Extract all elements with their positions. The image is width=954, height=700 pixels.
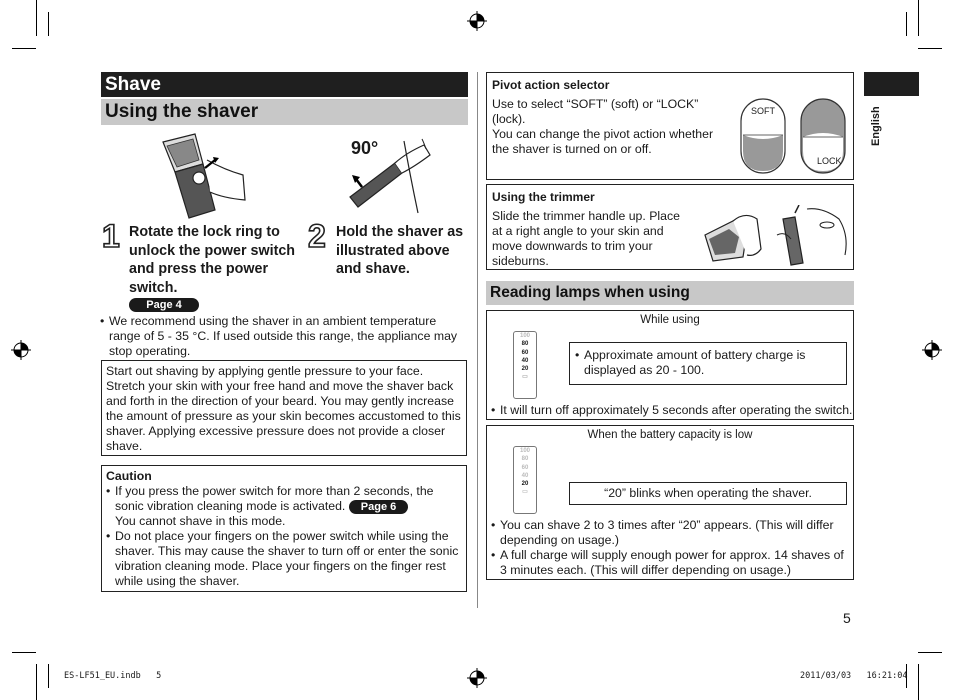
step-2-number: 2 [308, 218, 326, 254]
plug-icon: ▭ [522, 489, 528, 496]
step-1-text: Rotate the lock ring to unlock the power switch and press the power switch. [129, 224, 296, 296]
registration-mark-top [467, 11, 487, 31]
angle-label: 90° [351, 138, 379, 158]
lamp-level-60: 60 [521, 464, 529, 471]
language-tab [864, 72, 919, 96]
pivot-text: Use to select “SOFT” (soft) or “LOCK” (lock). You can change the pivot action whether the shaver is turned on or off. [492, 97, 714, 156]
low-battery-note-2: • A full charge will supply enough power for approx. 14 shaves of 3 minutes each. (This will differ depending on usage.) [491, 548, 844, 577]
low-battery-caption: When the battery capacity is low [587, 429, 753, 441]
caution-box [101, 465, 467, 592]
lamp-level-40: 40 [521, 357, 529, 364]
shaving-instruction-text: Start out shaving by applying gentle pressure to your face. Stretch your skin with your free hand and move the shaver back and forth in the direction of your beard. You may gently increase the amount of pressure as your skin becomes accustomed to this shaver. Applying excessive pressure does not provide a closer shave. [106, 364, 461, 453]
lamp-level-20: 20 [521, 366, 529, 373]
while-using-note: • It will turn off approximately 5 seconds after operating the switch. [491, 403, 853, 417]
while-using-callout: • Approximate amount of battery charge is displayed as 20 - 100. [569, 342, 847, 385]
lamp-level-20-blinking: 20 [521, 481, 529, 488]
column-divider [477, 72, 478, 608]
shaving-instruction-box [101, 360, 467, 456]
lamp-level-100: 100 [519, 448, 530, 454]
low-battery-note-1: • You can shave 2 to 3 times after “20” appears. (This will differ depending on usage.) [491, 518, 834, 547]
lock-label: LOCK [817, 156, 842, 166]
pivot-box [486, 72, 854, 180]
lamp-level-80: 80 [521, 341, 529, 348]
page-number: 5 [843, 610, 851, 626]
step-1-page-ref[interactable]: Page 4 [129, 298, 199, 312]
footer-timestamp: 2011/03/03 16:21:04 [800, 671, 908, 681]
caution-page-ref[interactable]: Page 6 [349, 500, 408, 514]
battery-lamp-display-low [513, 446, 537, 514]
caution-item-2: • Do not place your fingers on the power switch while using the shaver. This may cause the shaver to turn off or enter the sonic vibration cleaning mode. Place your fingers on the finger rest while using the shaver. [106, 529, 459, 588]
registration-mark-bottom [467, 668, 487, 688]
registration-mark-left [11, 340, 31, 360]
battery-lamp-display-while-using [513, 331, 537, 399]
trimmer-illustration [699, 205, 851, 269]
trimmer-title: Using the trimmer [492, 190, 595, 204]
lamp-level-40: 40 [521, 472, 529, 479]
lamp-level-80: 80 [521, 456, 529, 463]
while-using-caption: While using [640, 314, 700, 326]
lamps-section-title: Reading lamps when using [486, 281, 854, 305]
low-battery-callout: “20” blinks when operating the shaver. [569, 482, 847, 505]
caution-item-1: • If you press the power switch for more than 2 seconds, the sonic vibration cleaning mode is activated. Page 6 You cannot shave in this mode. [106, 484, 434, 528]
footer-file-name: ES-LF51_EU.indb 5 [64, 671, 162, 681]
language-tab-label: English [870, 106, 882, 146]
step-2-text: Hold the shaver as illustrated above and shave. [336, 224, 464, 277]
section-subtitle: Using the shaver [101, 99, 468, 125]
lamp-level-60: 60 [521, 349, 529, 356]
registration-mark-right [922, 340, 942, 360]
lamp-level-100: 100 [519, 333, 530, 339]
section-title-shave: Shave [101, 72, 468, 97]
temperature-note: • We recommend using the shaver in an ambient temperature range of 5 - 35 °C. If used outside this range, the appliance may stop operating. [100, 314, 458, 358]
step-1-number: 1 [102, 218, 120, 254]
soft-label: SOFT [751, 106, 775, 116]
lamps-low-battery-box [486, 425, 854, 580]
pivot-title: Pivot action selector [492, 78, 610, 92]
lamps-while-using-box [486, 310, 854, 420]
plug-icon: ▭ [522, 374, 528, 381]
shaver-unlock-illustration [155, 130, 250, 220]
trimmer-box [486, 184, 854, 270]
trimmer-text: Slide the trimmer handle up. Place at a right angle to your skin and move downwards to trim your sideburns. [492, 209, 680, 268]
caution-title: Caution [106, 469, 152, 483]
